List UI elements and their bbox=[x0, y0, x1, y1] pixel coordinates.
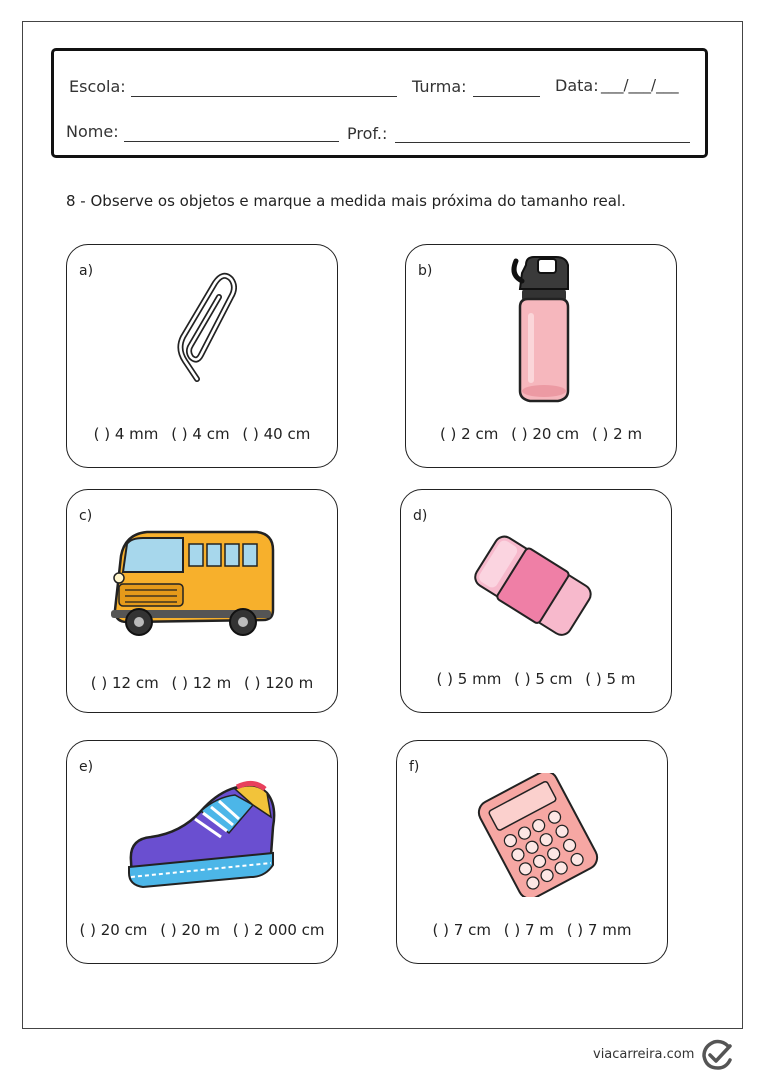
option-3[interactable]: ( ) 5 m bbox=[585, 670, 636, 688]
class-label: Turma: bbox=[412, 77, 467, 96]
card-letter: a) bbox=[79, 263, 94, 279]
answer-options bbox=[67, 425, 337, 443]
answer-options bbox=[67, 921, 337, 939]
card-letter: c) bbox=[79, 508, 93, 524]
name-label: Nome: bbox=[66, 122, 119, 141]
sneaker-icon bbox=[125, 775, 277, 899]
school-field[interactable] bbox=[131, 96, 397, 97]
option-2[interactable]: ( ) 7 m bbox=[503, 921, 554, 939]
card-d bbox=[400, 489, 672, 713]
name-field[interactable] bbox=[124, 141, 339, 142]
answer-options bbox=[406, 425, 676, 443]
option-3[interactable]: ( ) 120 m bbox=[243, 674, 314, 692]
answer-options bbox=[67, 674, 337, 692]
water-bottle-icon bbox=[510, 251, 576, 409]
option-1[interactable]: ( ) 20 cm bbox=[79, 921, 148, 939]
option-2[interactable]: ( ) 5 cm bbox=[514, 670, 573, 688]
answer-options bbox=[401, 670, 671, 688]
footer-site-link[interactable]: viacarreira.com bbox=[593, 1047, 695, 1062]
check-logo-icon bbox=[700, 1038, 734, 1076]
option-3[interactable]: ( ) 2 m bbox=[591, 425, 643, 443]
option-3[interactable]: ( ) 2 000 cm bbox=[232, 921, 325, 939]
question-instruction: 8 - Observe os objetos e marque a medida mais próxima do tamanho real. bbox=[66, 192, 626, 210]
answer-options bbox=[397, 921, 667, 939]
option-1[interactable]: ( ) 12 cm bbox=[90, 674, 159, 692]
date-field[interactable]: ___/___/___ bbox=[601, 76, 679, 94]
option-1[interactable]: ( ) 4 mm bbox=[93, 425, 159, 443]
option-1[interactable]: ( ) 7 cm bbox=[432, 921, 491, 939]
card-letter: e) bbox=[79, 759, 94, 775]
option-2[interactable]: ( ) 20 m bbox=[160, 921, 220, 939]
option-2[interactable]: ( ) 12 m bbox=[171, 674, 232, 692]
class-field[interactable] bbox=[473, 96, 540, 97]
school-label: Escola: bbox=[69, 77, 126, 96]
teacher-label: Prof.: bbox=[347, 124, 388, 143]
paperclip-icon bbox=[175, 271, 237, 393]
card-e bbox=[66, 740, 338, 964]
teacher-field[interactable] bbox=[395, 142, 690, 143]
card-letter: b) bbox=[418, 263, 433, 279]
school-bus-icon bbox=[107, 526, 279, 648]
option-3[interactable]: ( ) 7 mm bbox=[566, 921, 632, 939]
card-c bbox=[66, 489, 338, 713]
eraser-icon bbox=[471, 528, 597, 644]
card-b bbox=[405, 244, 677, 468]
option-1[interactable]: ( ) 2 cm bbox=[439, 425, 499, 443]
option-1[interactable]: ( ) 5 mm bbox=[436, 670, 502, 688]
option-2[interactable]: ( ) 20 cm bbox=[511, 425, 580, 443]
card-f bbox=[396, 740, 668, 964]
card-letter: d) bbox=[413, 508, 428, 524]
option-2[interactable]: ( ) 4 cm bbox=[171, 425, 230, 443]
card-a bbox=[66, 244, 338, 468]
card-letter: f) bbox=[409, 759, 420, 775]
option-3[interactable]: ( ) 40 cm bbox=[242, 425, 311, 443]
date-label: Data: bbox=[555, 76, 599, 95]
calculator-icon bbox=[471, 773, 605, 901]
